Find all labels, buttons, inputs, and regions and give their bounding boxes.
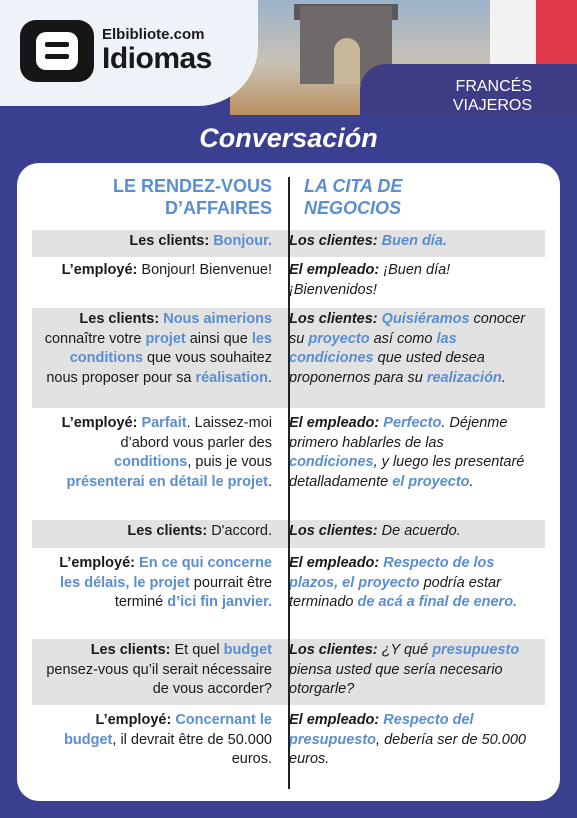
speaker-label: El empleado: <box>289 262 384 278</box>
conversation-card <box>17 163 560 801</box>
vocabulary-highlight: condiciones <box>289 454 374 470</box>
dialogue-text: . Laissez-moi d’abord vous parler des <box>120 415 272 451</box>
logo-brand: Idiomas <box>102 42 212 75</box>
spanish-line <box>289 554 533 613</box>
spanish-line <box>289 414 533 492</box>
vocabulary-highlight: de acá a final de enero. <box>357 594 518 610</box>
speaker-label: Les clients: <box>79 311 164 327</box>
dialogue-text: piensa usted que sería necesario otorgarle? <box>289 661 503 697</box>
spanish-line <box>289 261 533 300</box>
vocabulary-highlight: proyecto <box>308 330 370 347</box>
dialogue-text: ainsi que <box>185 330 252 347</box>
vocabulary-highlight: realización <box>426 369 502 386</box>
vocabulary-highlight: conditions <box>114 454 188 470</box>
vocabulary-highlight: el proyecto <box>392 473 470 490</box>
dialogue-text: que usted desea proponernos para su <box>289 350 485 386</box>
logo-icon <box>20 20 94 82</box>
speaker-label: L’employé: <box>59 555 140 571</box>
page-title: Conversación <box>199 123 378 153</box>
vocabulary-highlight: Bonjour. <box>213 233 272 249</box>
vocabulary-highlight: Respecto del presupuesto <box>289 712 474 748</box>
spanish-line <box>289 522 533 542</box>
vocabulary-highlight: présenterai en détail le projet <box>66 473 268 490</box>
vocabulary-highlight: réalisation <box>195 369 268 386</box>
dialogue-text: , il devrait être de 50.000 euros. <box>112 731 272 767</box>
dialogue-text: ¡Buen día! ¡Bienvenidos! <box>289 262 451 298</box>
french-line <box>40 414 272 492</box>
dialogue-text: connaître votre <box>44 330 146 347</box>
dialogue-text: ¿Y qué <box>381 642 433 658</box>
dialogue-text: así como <box>369 330 437 347</box>
french-header-line: LE RENDEZ-VOUS <box>112 176 272 196</box>
speaker-label: Los clientes: <box>289 523 382 539</box>
arc-de-triomphe-opening <box>334 38 360 84</box>
french-column-header <box>42 175 272 219</box>
spanish-header-line: NEGOCIOS <box>304 198 402 218</box>
speaker-label: El empleado: <box>289 555 384 571</box>
dialogue-text: conocer su <box>289 311 526 347</box>
french-line <box>40 232 272 252</box>
dialogue-text: D'accord. <box>211 523 272 539</box>
vocabulary-highlight: Concernant le budget <box>64 712 272 748</box>
speaker-label: Les clients: <box>90 642 175 658</box>
dialogue-text: De acuerdo. <box>381 523 461 539</box>
french-line <box>40 554 272 613</box>
french-line <box>40 261 272 281</box>
vocabulary-highlight: las condiciones <box>289 330 457 366</box>
speaker-label: Les clients: <box>127 523 212 539</box>
french-line <box>40 310 272 388</box>
dialogue-text: . <box>267 369 272 386</box>
speaker-label: L’employé: <box>61 415 142 431</box>
dialogue-text: Bonjour! Bienvenue! <box>141 262 272 278</box>
dialogue-text: pourrait être terminé <box>114 574 272 610</box>
speaker-label: Los clientes: <box>289 642 382 658</box>
speaker-label: Les clients: <box>129 233 214 249</box>
header-banner <box>0 0 577 120</box>
vocabulary-highlight: En ce qui concerne les délais, le projet <box>60 555 272 591</box>
vocabulary-highlight: projet <box>145 330 186 347</box>
vocabulary-highlight: Perfecto <box>383 415 442 431</box>
spanish-line <box>289 711 533 770</box>
vocabulary-highlight: Respecto de los plazos, el proyecto <box>289 555 495 591</box>
dialogue-text: , y luego les presentaré detalladamente <box>289 454 525 490</box>
vocabulary-highlight: les conditions <box>69 330 272 366</box>
logo-site-name: Elbibliote.com <box>102 26 205 43</box>
french-header-line: D’AFFAIRES <box>164 198 272 218</box>
dialogue-text: , debería ser de 50.000 euros. <box>289 731 526 767</box>
dialogue-text: . Déjenme primero hablarles de las <box>289 415 508 451</box>
spanish-line <box>289 641 533 700</box>
vocabulary-highlight: Nous aimerions <box>163 311 272 327</box>
badge-category: VIAJEROS <box>452 97 532 114</box>
badge-language: FRANCÉS <box>455 78 532 95</box>
vocabulary-highlight: budget <box>223 642 272 658</box>
spanish-line <box>289 232 533 252</box>
dialogue-text: que vous souhaitez nous proposer pour sa <box>46 350 272 386</box>
dialogue-text: podría estar terminado <box>289 574 501 610</box>
french-line <box>40 522 272 542</box>
vocabulary-highlight: presupuesto <box>432 642 520 658</box>
speaker-label: L’employé: <box>95 712 176 728</box>
speaker-label: L’employé: <box>61 262 142 278</box>
french-line <box>40 711 272 770</box>
dialogue-text: . <box>469 473 474 490</box>
dialogue-text: Et quel <box>174 642 224 658</box>
dialogue-text: pensez-vous qu’il serait nécessaire de vous accorder? <box>46 661 272 697</box>
spanish-header-line: LA CITA DE <box>304 176 403 196</box>
vocabulary-highlight: d’ici fin janvier. <box>167 594 272 610</box>
speaker-label: Los clientes: <box>289 233 382 249</box>
dialogue-text: . <box>501 369 506 386</box>
french-line <box>40 641 272 700</box>
dialogue-text: , puis je vous <box>187 454 272 470</box>
vocabulary-highlight: Buen día. <box>381 233 447 249</box>
spanish-line <box>289 310 533 388</box>
column-divider <box>288 177 290 789</box>
vocabulary-highlight: Parfait <box>141 415 187 431</box>
vocabulary-highlight: Quisiéramos <box>381 311 470 327</box>
speaker-label: El empleado: <box>289 415 384 431</box>
speaker-label: Los clientes: <box>289 311 382 327</box>
speaker-label: El empleado: <box>289 712 384 728</box>
dialogue-text: . <box>267 473 272 490</box>
spanish-column-header <box>304 175 544 219</box>
